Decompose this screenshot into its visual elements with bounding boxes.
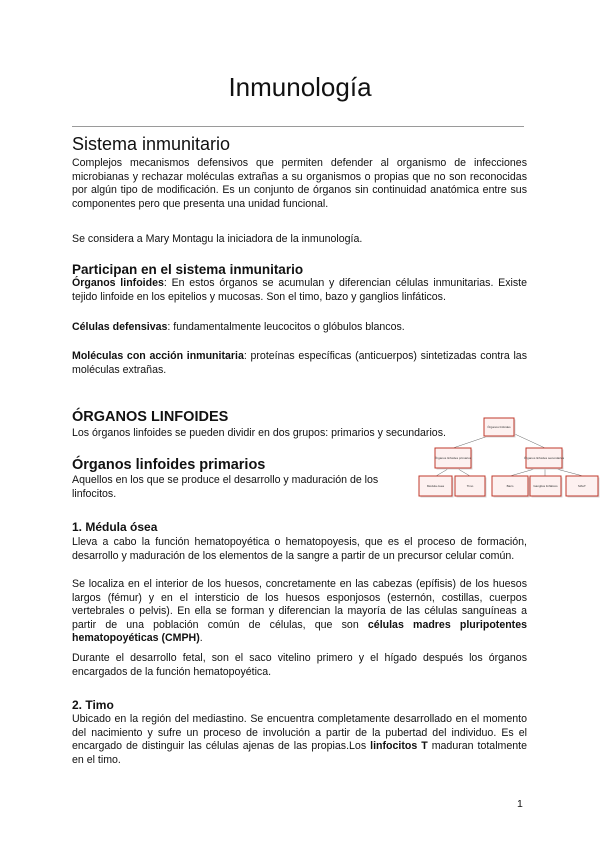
timo-p-start: Ubicado en la región del mediastino. Se encuentra completamente desarrollado en el momento del nacimiento y sufre un proceso de involución a partir de la pubertad del individuo. Es el encargado de distinguir las células ajenas de las propias.Los [72,713,527,752]
subheading-medula: 1. Médula ósea [72,520,158,534]
organos-linfoides-diagram [418,416,600,500]
term-organos-linfoides: Órganos linfoides [72,277,164,289]
diagram-leaf-medula-label: Médula ósea [426,484,445,488]
primarios-text: Aquellos en los que se produce el desarrollo y maduración de los linfocitos. [72,474,379,500]
medula-p2-start: Se localiza en el interior de los huesos, concretamente en las cabezas (epífisis) de los huesos largos (fémur) y en el intersticio de los huesos esponjosos (esternón, costillas, cuerpos vertebrales o pelvis). En ella se forman y diferencian la mayoría de las células sanguíneas a partir de una población común de células, que son [72,578,527,631]
term-moleculas: Moléculas con acción inmunitaria [72,350,244,362]
page-number: 1 [517,798,523,810]
subheading-participan: Participan en el sistema inmunitario [72,262,304,277]
definition-moleculas: : proteínas específicas (anticuerpos) sintetizadas contra las moléculas extrañas. [72,350,527,376]
title-divider [72,126,524,127]
diagram-leaf-timo-label: Timo [466,484,474,488]
diagram-branch-secundarios-label: Órganos linfoides secundarios [523,456,565,460]
section-heading-sistema: Sistema inmunitario [72,134,231,154]
diagram-leaf-ganglios [530,476,563,498]
organos-intro: Los órganos linfoides se pueden dividir en dos grupos: primarios y secundarios. [72,427,446,439]
diagram-leaf-malt-label: MALT [578,484,586,488]
diagram-leaf-bazo-label: Bazo [506,484,514,488]
diagram-branch-secundarios [524,448,565,470]
medula-p2-end: . [199,632,203,644]
subheading-timo: 2. Timo [72,698,114,712]
cmph-term: células madres pluripotentes hematopoyéticas (CMPH) [72,618,527,644]
diagram-branch-primarios-label: Órganos linfoides primarios [434,456,472,460]
diagram-branch-primarios [435,448,473,470]
definition-organos-linfoides: : En estos órganos se acumulan y diferencian células inmunitarias. Existe tejido linfoide en los epitelios y mucosas. Son el timo, bazo y ganglios linfáticos. [72,277,528,303]
document-title: Inmunología [228,72,372,102]
diagram-leaf-timo [455,476,487,498]
diagram-root [484,418,516,438]
participan-item-moleculas [72,350,527,377]
linfocitos-t-term: linfocitos T [370,740,428,752]
diagram-root-label: Órganos linfoides [487,425,511,429]
diagram-leaf-bazo [492,476,530,498]
diagram-leaf-medula [419,476,454,498]
diagram-leaf-ganglios-label: Ganglios linfáticos [533,484,558,488]
subheading-primarios: Órganos linfoides primarios [72,457,266,473]
timo-paragraph [72,713,527,767]
participan-item-celulas [72,321,527,335]
medula-paragraph-2 [72,578,527,646]
montagu-paragraph: Se considera a Mary Montagu la iniciadora de la inmunología. [72,233,363,245]
diagram-leaf-malt [566,476,600,498]
timo-p-end: maduran totalmente en el timo. [72,740,527,766]
sistema-paragraph: Complejos mecanismos defensivos que permiten defender al organismo de infecciones microbianas y rechazar moléculas extrañas a su organismos o propias que no son reconocidas por algún tipo de modificación. Es un conjunto de órganos sin continuidad anatómica entre sus componentes pero que presenta una unidad funcional. [72,157,527,210]
medula-paragraph-3: Durante el desarrollo fetal, son el saco vitelino primero y el hígado después los órganos encargados de la función hematopoyética. [72,652,527,678]
medula-paragraph-1: Lleva a cabo la función hematopoyética o hematopoyesis, que es el proceso de formación, desarrollo y maduración de los elementos de la sangre a partir de un precursor celular común. [72,536,527,562]
section-heading-organos: ÓRGANOS LINFOIDES [72,409,229,425]
term-celulas-defensivas: Células defensivas [72,321,168,333]
definition-celulas-defensivas: : fundamentalmente leucocitos o glóbulos blancos. [167,321,405,333]
participan-item-organos [72,277,527,304]
